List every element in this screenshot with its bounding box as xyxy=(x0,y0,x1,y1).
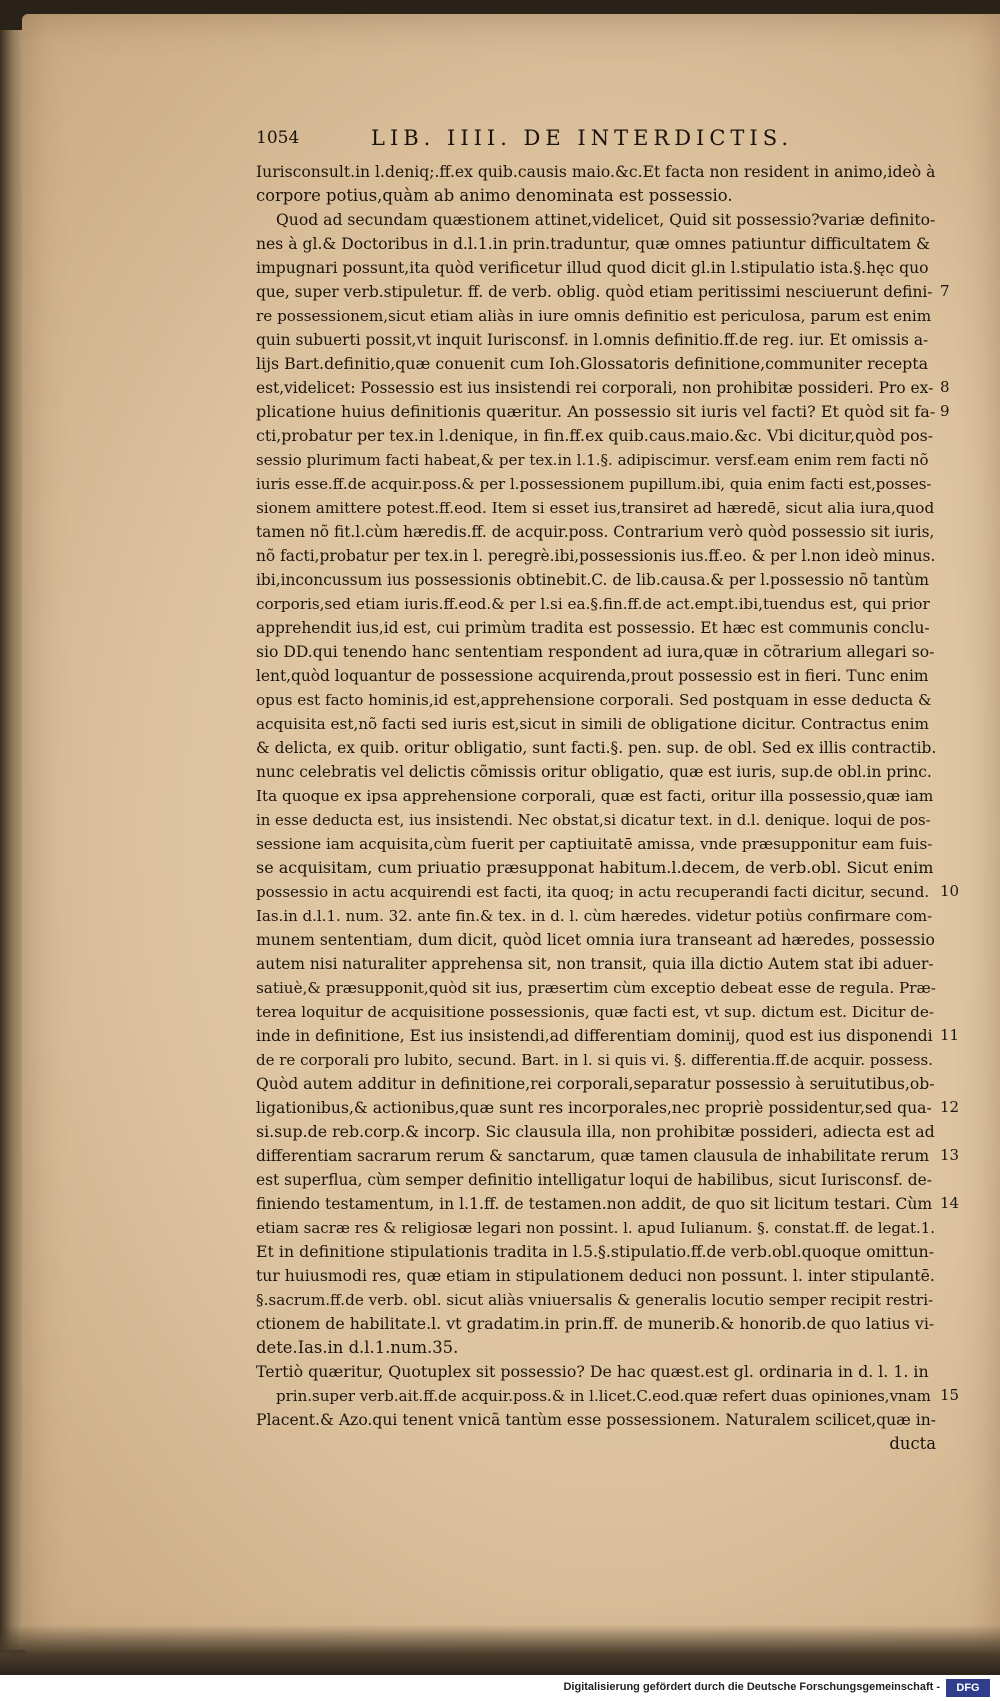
margin-number: 7 xyxy=(940,282,950,300)
text-line: sessio plurimum facti habeat,& per tex.in l.1.§. adipiscimur. versf.eam enim rem facti nõ xyxy=(256,451,929,469)
text-line: in esse deducta est, ius insistendi. Nec obstat,si dicatur text. in d.l. denique. loqui de pos- xyxy=(256,812,931,829)
text-line: ligationibus,& actionibus,quæ sunt res incorporales,nec propriè possidentur,sed qua- xyxy=(256,1099,932,1117)
text-line: sio DD.qui tenendo hanc sententiam respondent ad iura,quæ in cõtrarium allegari so- xyxy=(256,643,935,661)
text-line: Et in definitione stipulationis tradita in l.5.§.stipulatio.ff.de verb.obl.quoque omittun- xyxy=(256,1242,935,1261)
text-line: apprehendit ius,id est, cui primùm tradita est possessio. Et hæc est communis conclu- xyxy=(256,619,930,637)
digitization-footer xyxy=(0,1675,1000,1701)
text-line: acquisita est,nõ facti sed iuris est,sicut in simili de obligatione dicitur. Contractus enim xyxy=(256,715,929,733)
text-line: opus est facto hominis,id est,apprehensione corporali. Sed postquam in esse deducta & xyxy=(256,691,932,709)
text-line: est superflua, cùm semper definitio intelligatur loqui de habilibus, sicut Iurisconsf. de- xyxy=(256,1171,932,1189)
funding-credit: Digitalisierung gefördert durch die Deutsche Forschungsgemeinschaft - xyxy=(563,1681,940,1693)
margin-number: 11 xyxy=(940,1026,960,1044)
text-line: §.sacrum.ff.de verb. obl. sicut aliàs vniuersalis & generalis locutio semper recipit restri- xyxy=(256,1291,934,1309)
text-line: Quòd autem additur in definitione,rei corporali,separatur possessio à seruitutibus,ob- xyxy=(256,1075,935,1093)
text-line: de re corporali pro lubito, secund. Bart. in l. si quis vi. §. differentia.ff.de acquir. possess. xyxy=(256,1051,933,1069)
text-line: re possessionem,sicut etiam aliàs in iure omnis definitio est periculosa, parum est enim xyxy=(256,307,932,325)
text-line: nõ facti,probatur per tex.in l. peregrè.ibi,possessionis ius.ff.eo. & per l.non ideò minus. xyxy=(256,547,936,565)
text-line: tur huiusmodi res, quæ etiam in stipulationem deduci non possunt. l. inter stipulantē. xyxy=(256,1267,935,1285)
text-line: se acquisitam, cum priuatio præsupponat habitum.l.decem, de verb.obl. Sicut enim xyxy=(256,858,934,877)
text-line: finiendo testamentum, in l.1.ff. de testamen.non addit, de quo sit licitum testari. Cùm xyxy=(256,1195,933,1213)
text-line: terea loquitur de acquisitione possessionis, quæ facti est, vt sup. dictum est. Dicitur de- xyxy=(256,1003,935,1021)
margin-number: 9 xyxy=(940,402,950,420)
text-line: sessione iam acquisita,cùm fuerit per captiuitatē amissa, vnde præsupponitur eam fuis- xyxy=(256,835,933,853)
dfg-logo: DFG xyxy=(946,1679,990,1697)
text-line: ctionem de habilitate.l. vt gradatim.in prin.ff. de munerib.& honorib.de quo latius vi- xyxy=(256,1314,935,1333)
text-line: lijs Bart.definitio,quæ conuenit cum Ioh.Glossatoris definitione,communiter recepta xyxy=(256,354,929,373)
margin-number: 15 xyxy=(940,1386,960,1404)
text-line: Ias.in d.l.1. num. 32. ante fin.& tex. in d. l. cùm hæredes. videtur potiùs confirmare com- xyxy=(256,907,933,925)
text-line: differentiam sacrarum rerum & sanctarum, quæ tamen clausula de inhabilitate rerum xyxy=(256,1147,930,1165)
text-line: dete.Ias.in d.l.1.num.35. xyxy=(256,1338,459,1357)
text-line: possessio in actu acquirendi est facti, ita quoq; in actu recuperandi facti dicitur, secund. xyxy=(256,883,930,901)
text-line: cti,probatur per tex.in l.denique, in fin.ff.ex quib.caus.maio.&c. Vbi dicitur,quòd pos- xyxy=(256,426,934,445)
text-line: quin subuerti possit,vt inquit Iurisconsf. in l.omnis definitio.ff.de reg. iur. Et omissis a- xyxy=(256,331,929,349)
text-line: Tertiò quæritur, Quotuplex sit possessio? De hac quæst.est gl. ordinaria in d. l. 1. in xyxy=(256,1362,929,1381)
text-line: nes à gl.& Doctoribus in d.l.1.in prin.traduntur, quæ omnes patiuntur difficultatem & xyxy=(256,235,931,253)
text-line: Ita quoque ex ipsa apprehensione corporali, quæ est facti, oritur illa possessio,quæ iam xyxy=(256,787,934,805)
text-line: etiam sacræ res & religiosæ legari non possint. l. apud Iulianum. §. constat.ff. de legat.1. xyxy=(256,1219,936,1237)
text-line: lent,quòd loquantur de possessione acquirenda,prout possessio est in fieri. Tunc enim xyxy=(256,667,929,685)
text-line: que, super verb.stipuletur. ff. de verb. oblig. quòd etiam peritissimi nesciuerunt defini- xyxy=(256,283,933,301)
text-line: nunc celebratis vel delictis cõmissis oritur obligatio, quæ est iuris, sup.de obl.in princ. xyxy=(256,763,932,781)
text-line: & delicta, ex quib. oritur obligatio, sunt facti.§. pen. sup. de obl. Sed ex illis contractib. xyxy=(256,739,936,757)
text-line: satiuè,& præsupponit,quòd sit ius, præsertim cùm exceptio debeat esse de regula. Præ- xyxy=(256,979,936,997)
margin-number: 14 xyxy=(940,1194,960,1212)
text-line: autem nisi naturaliter apprehensa sit, non transit, quia illa dictio Autem stat ibi aduer- xyxy=(256,955,934,973)
text-line: Quod ad secundam quæstionem attinet,videlicet, Quid sit possessio?variæ definito- xyxy=(276,211,936,229)
body-text xyxy=(256,160,936,1456)
text-line: plicatione huius definitionis quæritur. An possessio sit iuris vel facti? Et quòd sit fa- xyxy=(256,402,936,421)
text-line: iuris esse.ff.de acquir.poss.& per l.possessionem pupillum.ibi, quia enim facti est,posses- xyxy=(256,475,932,493)
page-bottom-shadow xyxy=(0,1625,1000,1675)
text-line: si.sup.de reb.corp.& incorp. Sic clausula illa, non prohibitæ possideri, adiecta est ad xyxy=(256,1122,935,1141)
text-line: corporis,sed etiam iuris.ff.eod.& per l.si ea.§.fin.ff.de act.empt.ibi,tuendus est, qui prior xyxy=(256,595,930,613)
text-line: est,videlicet: Possessio est ius insistendi rei corporali, non prohibitæ possideri. Pro ex- xyxy=(256,379,934,397)
text-line: munem sententiam, dum dicit, quòd licet omnia iura transeant ad hæredes, possessio xyxy=(256,931,935,949)
text-line: tamen nõ fit.l.cùm hæredis.ff. de acquir.poss. Contrarium verò quòd possessio sit iuris, xyxy=(256,523,935,541)
text-line: Iurisconsult.in l.deniq;.ff.ex quib.causis maio.&c.Et facta non resident in animo,ideò à xyxy=(256,163,936,181)
text-line: sionem amittere potest.ff.eod. Item si esset ius,transiret ad hæredē, sicut alia iura,quod xyxy=(256,499,935,517)
page-number: 1054 xyxy=(256,128,300,148)
margin-number: 10 xyxy=(940,882,960,900)
text-line: Placent.& Azo.qui tenent vnicã tantùm esse possessionem. Naturalem scilicet,quæ in- xyxy=(256,1411,936,1429)
margin-number: 13 xyxy=(940,1146,960,1164)
text-line: inde in definitione, Est ius insistendi,ad differentiam dominij, quod est ius disponendi xyxy=(256,1027,933,1045)
running-head xyxy=(256,126,856,156)
running-title: LIB. IIII. DE INTERDICTIS. xyxy=(371,126,794,150)
text-line: impugnari possunt,ita quòd verificetur illud quod dicit gl.in l.stipulatio ista.§.hęc quo xyxy=(256,259,929,277)
margin-number: 12 xyxy=(940,1098,960,1116)
text-line: ducta xyxy=(889,1434,936,1453)
margin-number: 8 xyxy=(940,378,950,396)
text-line: corpore potius,quàm ab animo denominata est possessio. xyxy=(256,186,733,205)
text-line: ibi,inconcussum ius possessionis obtinebit.C. de lib.causa.& per l.possessio nõ tantùm xyxy=(256,571,929,589)
text-line: prin.super verb.ait.ff.de acquir.poss.& in l.licet.C.eod.quæ refert duas opiniones,vnam xyxy=(276,1387,931,1405)
